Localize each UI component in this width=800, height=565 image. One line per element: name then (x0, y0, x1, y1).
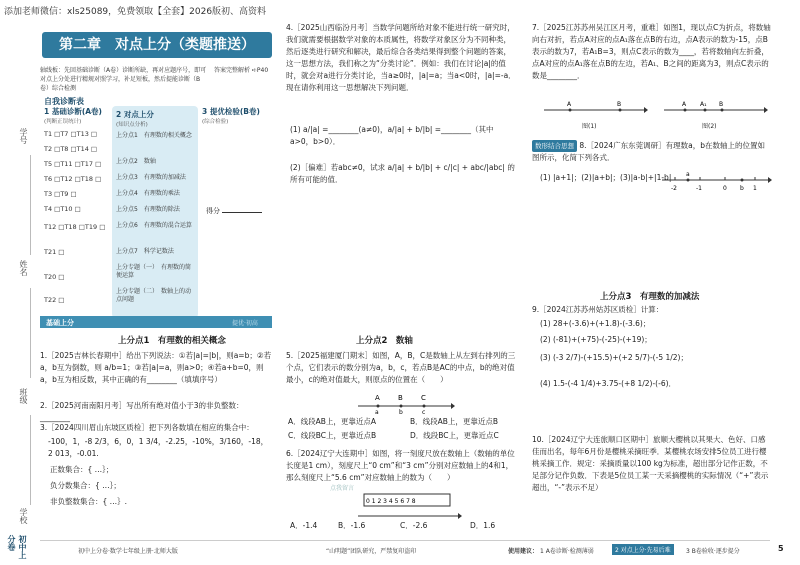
option-5d[interactable]: D．线段BC上，更靠近点C (410, 431, 499, 440)
axis-label: -1 (696, 185, 702, 192)
section-title-2: 上分点2 数轴 (356, 336, 413, 346)
column-a-sub: (判断正误统计) (44, 119, 82, 125)
side-label-number: 学号 (19, 128, 28, 144)
t-row[interactable]: T21 □ (44, 248, 65, 256)
page-number: 5 (778, 544, 784, 553)
option-6d[interactable]: D．1.6 (470, 521, 496, 530)
footer-step-1: 1 A卷诊断·检测薄弱 (540, 548, 594, 555)
column-a-header: 1 基础诊断(A卷) (44, 107, 102, 116)
band-right-label: 提优·初高 (232, 320, 258, 327)
t-row[interactable]: T2 □T8 □T14 □ (44, 145, 98, 153)
knowledge-point[interactable]: 上分点7 科学记数法 (116, 248, 174, 255)
axis-label: b (740, 185, 744, 192)
question-8-parts: (1) |a+1|；(2)|a+b|；(3)|a-b|+|1-b|． (540, 173, 679, 182)
option-5a[interactable]: A．线段AB上，更靠近点A (288, 417, 377, 426)
score-text: 得分 (206, 207, 220, 215)
diagnosis-column-a (44, 106, 106, 125)
point-b (619, 109, 622, 112)
label-a: A (682, 101, 687, 108)
label-b: B (719, 101, 724, 108)
side-label-class: 班级 (19, 388, 28, 404)
question-3: 3.［2024四川眉山东坡区质检］把下列各数填在相应的集合中： (40, 423, 254, 432)
label-c-val: c (422, 409, 426, 414)
knowledge-point[interactable]: 上分点2 数轴 (116, 158, 156, 165)
label-a: A (375, 394, 380, 402)
t-row[interactable]: T12 □T18 □T19 □ (44, 223, 106, 231)
knowledge-point[interactable]: 上分点6 有理数的混合运算 (116, 222, 192, 229)
footer-mid: “山明题”团队研究，严禁复印盗印 (326, 548, 417, 555)
section-title-1: 上分点1 有理数的相关概念 (118, 336, 226, 346)
option-6b[interactable]: B．-1.6 (338, 521, 366, 530)
footer-use: 使用建议： (508, 548, 539, 555)
option-6c[interactable]: C．-2.6 (400, 521, 428, 530)
set-nonnegative-integer[interactable]: 非负整数集合：{ …｝. (50, 497, 128, 506)
t-row[interactable]: T20 □ (44, 273, 65, 281)
side-divider (30, 288, 31, 378)
set-positive[interactable]: 正数集合：{ …｝； (50, 465, 114, 474)
figure-1-caption: 图(1) (582, 123, 597, 130)
section-title-3: 上分点3 有理数的加减法 (600, 292, 700, 302)
axis-label: 1 (753, 185, 757, 192)
label-b: B (398, 394, 403, 402)
side-label-book: 初中上分卷 (7, 535, 27, 559)
knowledge-point[interactable]: 上分专题（一） 有理数的简便运算 (116, 264, 192, 279)
footer-divider (40, 540, 770, 541)
knowledge-point[interactable]: 上分点4 有理数的乘法 (116, 190, 180, 197)
label-a: a (686, 171, 690, 178)
point-c (423, 405, 426, 408)
score-blank[interactable] (222, 212, 262, 213)
side-label-school: 学校 (19, 508, 28, 524)
set-negative-fraction[interactable]: 负分数集合：{ …｝； (50, 481, 121, 490)
question-9-part-1: (1) 28+(-3.6)+(+1.8)-(-3.6)； (540, 319, 651, 328)
label-b: B (617, 101, 622, 108)
question-8 (532, 140, 772, 164)
column-c-header: 3 提优检验(B卷) (202, 107, 260, 116)
question-6: 6.［2024辽宁大连期中］如图，将一刻度尺放在数轴上（数轴的单位长度是1 cm），刻度尺上“0 cm”和“3 cm”分别对应数轴上的4和1，那么刻度尺上“5.6 cm”对应数轴上的数为（ ） (286, 449, 515, 482)
arrow-icon (458, 513, 462, 519)
question-7: 7.［2025江苏苏州吴江区月考，重难］如图1，现以点C为折点，将数轴向右对折，若点A对应的点A₁落在点B的右边，点A表示的数为-15，点B表示的数为7，若A₁B=3，则点C表示的数为____，若将数轴向左折叠，点A对应的点A₁落在点B的左边，若A₁、B之间的距离为3，则点C表示的数是________． (532, 23, 771, 80)
footer-left: 初中上分卷·数学七年级上册·北师大版 (78, 548, 178, 555)
arrow-icon (768, 177, 772, 183)
question-4: 4.［2025山西临汾月考］当数学问题所给对象不能进行统一研究时，我们就需要根据数学对象的本质属性，将数学对象区分为不同种类，然后逐类进行研究和解决，最后综合各类结果得到整个问题的答案，这一思想方法，我们称之为“分类讨论”．例如：我们在讨论|a|的值时，就会对a进行分类讨论，当a≥0时，|a|=a；当a<0时，|a|=-a．现在请你利用这一思想解决下列问题． (286, 23, 516, 92)
question-9-part-4: (4) 1.5-(-4 1/4)+3.75-(+8 1/2)-(-6)． (540, 379, 677, 388)
arrow-icon (764, 107, 768, 113)
question-9: 9.［2024江苏苏州姑苏区质检］计算： (532, 305, 664, 314)
column-c-sub: (综合检验) (202, 119, 229, 125)
side-divider (30, 415, 31, 505)
question-4-part-1: (1) a/|a| =________(a≠0)，a/|a| + b/|b| =________（其中a>0，b>0）． (290, 125, 494, 146)
section-band-label: 基础上分 (46, 319, 74, 327)
point-a (377, 405, 380, 408)
t-row[interactable]: T4 □T10 □ (44, 205, 81, 213)
self-diagnosis-title: 自我诊断表 (44, 97, 84, 106)
stamp-text: 点我留言 (330, 485, 355, 492)
point-b (400, 405, 403, 408)
side-band (6, 20, 36, 560)
label-b-val: b (399, 409, 403, 414)
point-b (721, 109, 724, 112)
footer-step-2: 2 对点上分·先易后难 (612, 544, 674, 555)
arrow-icon (451, 403, 455, 409)
point-a1 (704, 109, 707, 112)
option-5b[interactable]: B．线段AB上，更靠近点B (410, 417, 499, 426)
column-b-header: 2 对点上分 (116, 110, 154, 119)
t-row[interactable]: T5 □T11 □T17 □ (44, 160, 102, 168)
thinking-tag: 数形结合思想 (532, 140, 577, 152)
label-a: A (567, 101, 572, 108)
question-9-part-2: (2) (-81)+(+75)-(-25)-(+19)； (540, 335, 652, 344)
axis-label: -2 (671, 185, 677, 192)
option-6a[interactable]: A．-1.4 (290, 521, 318, 530)
point-a (684, 109, 687, 112)
figure-2-caption: 图(2) (702, 123, 717, 130)
side-label-name: 姓名 (19, 260, 28, 276)
t-row[interactable]: T1 □T7 □T13 □ (44, 130, 98, 138)
ruler-ticks: 0 1 2 3 4 5 6 7 8 (366, 498, 416, 505)
question-3-numbers: -100，1，-8 2/3，6，0，1 3/4，-2.25，-10%，3/160，-18，2 013，-0.01. (48, 437, 269, 458)
knowledge-point[interactable]: 上分专题（二） 数轴上的动点问题 (116, 288, 192, 303)
watermark-text: 添加老师微信：xls25089，免费领取【全套】2026版初、高资料 (4, 7, 267, 17)
question-9-part-3: (3) (-3 2/7)-(+15.5)+(+2 5/7)-(-5 1/2)； (540, 353, 688, 362)
number-line-figure-5 (356, 392, 456, 414)
t-row[interactable]: T3 □T9 □ (44, 190, 77, 198)
t-rows (44, 128, 110, 318)
label-c: C (421, 394, 426, 402)
footer-step-3: 3 B卷验收·逐步提分 (686, 548, 740, 555)
knowledge-point[interactable]: 上分点5 有理数的除法 (116, 206, 180, 213)
diagnosis-column-c (202, 106, 272, 125)
question-5: 5.［2025福建厦门期末］如图，A，B，C是数轴上从左到右排列的三个点，它们表示的数分别为a，b，c，若点B是AC的中点，b的绝对值最小，c的绝对值最大，则原点的位置在（ ） (286, 351, 516, 384)
column-b-sub: (知识点分析) (116, 122, 148, 128)
question-1: 1.［2025吉林长春期中］给出下列说法：①若|a|=|b|，则a=b；②若a，b互为倒数，则 a/b=1；③若|a|=a，则a>0；④若a+b=0，则a，b互为相反数，其中正确的有________（填填序号） (40, 351, 272, 384)
axis-label: 0 (723, 185, 727, 192)
t-row[interactable]: T22 □ (44, 296, 65, 304)
option-5c[interactable]: C．线段BC上，更靠近点B (288, 431, 377, 440)
point-b (741, 179, 744, 182)
diagnosis-column-b (112, 106, 198, 318)
label-a-val: a (375, 409, 379, 414)
number-line-figure-8 (660, 170, 775, 196)
point-a (687, 179, 690, 182)
label-a1: A₁ (700, 101, 707, 108)
chapter-title: 第二章 对点上分（类题推送） (42, 32, 272, 58)
question-2: 2.［2025河南南阳月考］写出所有绝对值小于3的非负整数：________ (40, 401, 244, 422)
side-divider (30, 155, 31, 255)
knowledge-point[interactable]: 上分点3 有理数的加减法 (116, 174, 186, 181)
t-row[interactable]: T6 □T12 □T18 □ (44, 175, 102, 183)
knowledge-point[interactable]: 上分点1 有理数的相关概念 (116, 132, 192, 139)
question-8-text: 8.［2024广东东莞调研］有理数a，b在数轴上的位置如图所示，化简下列各式． (532, 141, 765, 162)
point-a (569, 109, 572, 112)
arrow-icon (644, 107, 648, 113)
intro-text: 轴线板：先回基础诊断（A卷）诊断所缺，再对应题序号，即可对点上分处进行精规对照学习，补足短板，然后提能诊断（B卷）综合检测 (40, 67, 207, 92)
score-label (206, 206, 262, 216)
question-10: 10.［2024辽宁大连旅顺口区期中］旅顺大樱桃以其果大、色好、口感佳而出名，每年6月份是樱桃采摘旺季．某樱桃农场安排5位员工进行樱桃采摘工作．规定：采摘质量以100 kg为标准，超出部分记作正数，不足部分记作负数．下表是5位员工某一天采摘樱桃的实际情况（“+”表示超出，“-”表示不足） (532, 435, 769, 492)
answer-reference: 答案完整解析 ➪P40 (214, 67, 269, 74)
question-4-part-2: (2)［偏难］若abc≠0，试求 a/|a| + b/|b| + c/|c| + abc/|abc| 的所有可能的值． (290, 163, 515, 184)
